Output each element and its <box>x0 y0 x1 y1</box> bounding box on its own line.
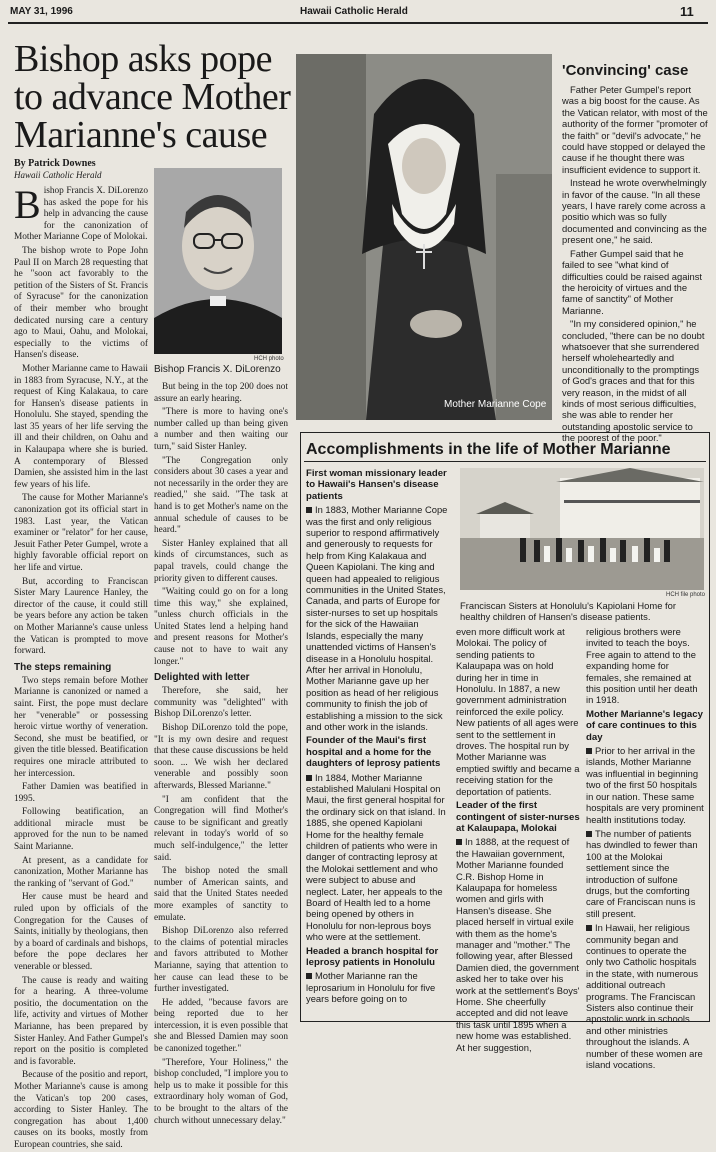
kapiolani-home-photo <box>460 468 704 590</box>
paragraph: "I am confident that the Congregation will find Mother's cause to be significant and greatly relevant in today's world of so much self-indulgence," the letter said. <box>154 794 288 863</box>
box-subhead: Leader of the first contingent of sister-nurses at Kalaupapa, Molokai <box>456 800 580 834</box>
paragraph: The cause for Mother Marianne's canonization got its official start in 1983. Last year, the Vatican examiner or "relator" for her cause, Jesuit Father Peter Gumpel, wrote a highly favorable official report on her life and virtue. <box>14 493 148 573</box>
bullet-square-icon <box>586 748 592 754</box>
paragraph: But, according to Franciscan Sister Mary Laurence Hanley, the director of the cause, it could still be years before any action be taken on Mother Marianne's cause unless the Vatican is prompted to move forward. <box>14 576 148 657</box>
paragraph: ishop Francis X. DiLorenzo has asked the pope for his help in advancing the cause for the canonization of Mother Marianne Cope of Molokai. <box>14 186 148 243</box>
paragraph: Therefore, she said, her community was "delighted" with Bishop DiLorenzo's letter. <box>154 686 288 720</box>
paragraph: Because of the positio and report, Mother Marianne's cause is among the Vatican's top 200 cases, according to Sister Hanley. The congregation has about 1,400 causes on its books, mostly from European countries, she said. <box>14 1070 148 1150</box>
paragraph: Father Gumpel said that he failed to see "what kind of difficulties could be raised against the heroicity of virtues and the fame of sanctity" of Mother Marianne. <box>562 247 703 316</box>
box-paragraph: even more difficult work at Molokai. The policy of sending patients to Kalaupapa was on hold during her in time in Honolulu. In 1887, a new government administration reinforced the exile policy. New patients of all ages were sent to the settlement in droves. The hospital run by Mother Marianne was emptied swiftly and became a receiving station for the deportation of patients. <box>456 626 580 797</box>
box-paragraph: religious brothers were invited to teach the boys. Free again to attend to the expanding home for females, she remained at this position until her death in 1918. <box>586 626 698 706</box>
bullet-square-icon <box>456 839 462 845</box>
paragraph: Bishop DiLorenzo also referred to the claims of potential miracles and favors attributed to Mother Marianne, saying that attention to her cause can lead these to be further investigated. <box>154 926 288 995</box>
paragraph: Two steps remain before Mother Marianne is canonized or named a saint. First, the pope must declare her "venerable" or possessing heroic virtue worthy of veneration. Second, she must be beatified, or given the title blessed. Beatification requires one miracle attributed to her intercession. <box>14 675 148 779</box>
bishop-portrait-image <box>154 168 282 354</box>
box-subhead: Mother Marianne's legacy of care continues to this day <box>586 708 703 743</box>
kapiolani-photo-caption: Franciscan Sisters at Honolulu's Kapiolani Home for healthy children of Hansen's disease patients. <box>460 600 676 622</box>
page-number: 11 <box>680 4 694 19</box>
kapiolani-photo-credit: HCH file photo <box>666 592 706 598</box>
box-subhead: Founder of the Maui's first hospital and a home for the daughters of leprosy patients <box>306 735 441 770</box>
bishop-photo-caption: Bishop Francis X. DiLorenzo <box>154 364 281 375</box>
paragraph: Father Peter Gumpel's report was a big boost for the cause. As the Vatican relator, with most of the authority of the former "promoter of the faith" or "devil's advocate," he could have stopped or delayed the cause if he thought there was insufficient evidence to support it. <box>562 84 708 175</box>
marianne-photo-caption: Mother Marianne Cope <box>444 399 547 410</box>
marianne-portrait-image <box>296 54 552 420</box>
bullet-square-icon <box>306 775 312 781</box>
headline: Bishop asks pope to advance Mother Marianne's cause <box>14 38 291 156</box>
box-paragraph: In 1884, Mother Marianne established Malulani Hospital on Maui, the first general hospital for the ordinary sick on that island. In 1885, she opened Kapiolani Home for the healthy female children of patients who were in danger of contracting leprosy at the Molokai settlement and who were subject to abuse and neglect. Later, her appeals to the Board of Health led to a home being opened by others in Honolulu for non-leprous boys who were at the settlement. <box>306 771 446 943</box>
bishop-photo <box>154 168 282 354</box>
article-column-1 <box>14 182 148 1150</box>
box-paragraph: In 1888, at the request of the Hawaiian government, Mother Marianne founded C.R. Bishop Home in Kalaupapa for homeless women and girls with Hansen's disease. She placed herself in virtual exile with them as the home's manager and "mother." The following year, after Blessed Damien died, the government asked her to take over his work at the settlement's Boys' Home. She cheerfully accepted and did not leave this task until 1895 when a new home was established. At her suggestion, <box>456 836 580 1053</box>
box-title-rule <box>304 461 706 462</box>
paragraph: "Therefore, Your Holiness," the bishop concluded, "I implore you to help us to make it possible for this extraordinary holy woman of God, to be brought to the altars of the church without unnecessary delay." <box>154 1057 288 1126</box>
byline: By Patrick Downes <box>14 158 96 169</box>
paragraph: Bishop DiLorenzo told the pope, "It is my own desire and request that these cause discussions be held soon. ... We wish her declared venerable and possibly soon afterwards, Blessed Marianne." <box>154 723 288 791</box>
bishop-photo-credit: HCH photo <box>254 356 284 362</box>
paragraph: Following beatification, an additional miracle must be approved for the nun to be named Saint Marianne. <box>14 807 148 853</box>
paragraph: Instead he wrote overwhelmingly in favor of the cause. "In all these years, I have rarely come across a positio which was so fully documented and convincing as the present one," he said. <box>562 177 707 246</box>
accomplishments-title: Accomplishments in the life of Mother Marianne <box>306 441 671 458</box>
bullet-square-icon <box>586 925 592 931</box>
paragraph: "Waiting could go on for a long time this way," she explained, "unless church officials in the United States lend a helping hand and present reasons for Mother's cause not to have to wait any longer." <box>154 587 288 667</box>
bullet-square-icon <box>306 973 312 979</box>
box-paragraph: In Hawaii, her religious community began and continues to operate the only two Catholic hospitals in the state, with numerous additional outreach programs. The Franciscan Sisters also continue their apostolic work in schools and other ministries throughout the islands. A number of these women are island vocations. <box>586 922 703 1071</box>
paragraph: "The Congregation only considers about 30 cases a year and not necessarily in the order they are readied," she said. "The task at hand is to get Mother's name on the annual schedule of causes to be heard." <box>154 455 288 536</box>
sidebar-text <box>562 84 708 444</box>
paragraph: The bishop noted the small number of American saints, and said that the United States needed more examples of sanctity to emulate. <box>154 866 288 923</box>
byline-org: Hawaii Catholic Herald <box>14 170 102 180</box>
paragraph: At present, as a candidate for canonization, Mother Marianne has the ranking of "servant of God." <box>14 855 148 889</box>
paragraph: "In my considered opinion," he concluded, "there can be no doubt whatsoever that she surrendered herself wholeheartedly and unconditionally to the promptings of God's graces and that for this very reason, in the midst of all kinds of most serious difficulties, she was able to render her outstanding apostolic service to the poorest of the poor." <box>562 318 705 444</box>
publication-name: Hawaii Catholic Herald <box>300 6 408 17</box>
subhead-steps: The steps remaining <box>14 661 112 673</box>
dropcap: B <box>14 182 41 227</box>
paragraph: He added, "because favors are being reported due to her intercession, it is even possible that she and Blessed Damien may soon be canonized together." <box>154 997 288 1055</box>
marianne-photo <box>296 54 552 420</box>
box-subhead: First woman missionary leader to Hawaii's Hansen's disease patients <box>306 468 447 502</box>
subhead-delighted: Delighted with letter <box>154 672 250 684</box>
paragraph: Father Damien was beatified in 1995. <box>14 782 148 804</box>
bullet-square-icon <box>586 831 592 837</box>
paragraph: But being in the top 200 does not assure an early hearing. <box>154 382 288 404</box>
box-column-1 <box>306 466 448 1018</box>
issue-date: MAY 31, 1996 <box>10 6 73 17</box>
box-column-2 <box>456 626 580 1053</box>
sidebar-title: 'Convincing' case <box>562 62 689 79</box>
box-paragraph: The number of patients has dwindled to fewer than 100 at the Molokai settlement since the introduction of sulfone drugs, but the comforting care of Franciscan nuns is still present. <box>586 827 698 919</box>
paragraph: Sister Hanley explained that all kinds of circumstances, such as papal travels, could change the priority given to different causes. <box>154 538 288 584</box>
kapiolani-home-image <box>460 468 704 590</box>
box-column-3 <box>586 626 706 1071</box>
header-rule <box>8 22 708 24</box>
paragraph: The cause is ready and waiting for a hearing. A three-volume positio, the documentation on the life, activity and virtues of Mother Marianne, has been prepared by Sister Hanley. And Father Gumpel's report on the positio is completed and is favorable. <box>14 975 148 1067</box>
box-paragraph: Prior to her arrival in the islands, Mother Marianne was influential in beginning two of the first 50 hospitals in our nation. These same hospitals are very prominent health institutions today. <box>586 745 704 825</box>
paragraph: The bishop wrote to Pope John Paul II on March 28 requesting that he "soon act favorably to the petition of the Sisters of St. Francis of Syracuse" for the canonization of their member who brought dedicated nursing care a century ago to Maui, Oahu, and Molokai, especially to the victims of Hansen's disease. <box>14 245 148 361</box>
box-subhead: Headed a branch hospital for leprosy patients in Honolulu <box>306 945 439 969</box>
paragraph: Her cause must be heard and ruled upon by officials of the Congregation for the Causes of Saints, initially by theologians, then by a board of cardinals and bishops, before the pope declares her venerable or blessed. <box>14 892 148 972</box>
article-column-2 <box>154 382 288 1126</box>
bullet-square-icon <box>306 507 312 513</box>
box-paragraph: Mother Marianne ran the leprosarium in Honolulu for five years before going on to <box>306 970 436 1005</box>
paragraph: "There is more to having one's number called up than being given a number and then waiting our turn," said Sister Hanley. <box>154 407 288 452</box>
paragraph: Mother Marianne came to Hawaii in 1883 from Syracuse, N.Y., at the request of King Kalakaua, to care for Hansen's disease patients in Honolulu. She stayed, spending the last 35 years of her life serving the ill and their children, on Oahu and in Kalaupapa where she is buried. A contemporary of Blessed Damien, she assisted him in the last few years of his life. <box>14 363 148 490</box>
box-paragraph: In 1883, Mother Marianne Cope was the first and only religious superior to respond affirmatively and generously to requests for help from King Kalakaua and Queen Kapiolani. The king and queen had appealed to religious communities in the United States, Canada, and parts of Europe for sister-nurses to set up hospitals for the sick of the Hawaiian Islands, especially the many unattended victims of Hansen's disease in a Honolulu hospital. After her arrival in Honolulu, Mother Marianne gave up her position as head of her religious community to finish the job of establishing a mission to the sick and other work in the islands. <box>306 504 448 732</box>
